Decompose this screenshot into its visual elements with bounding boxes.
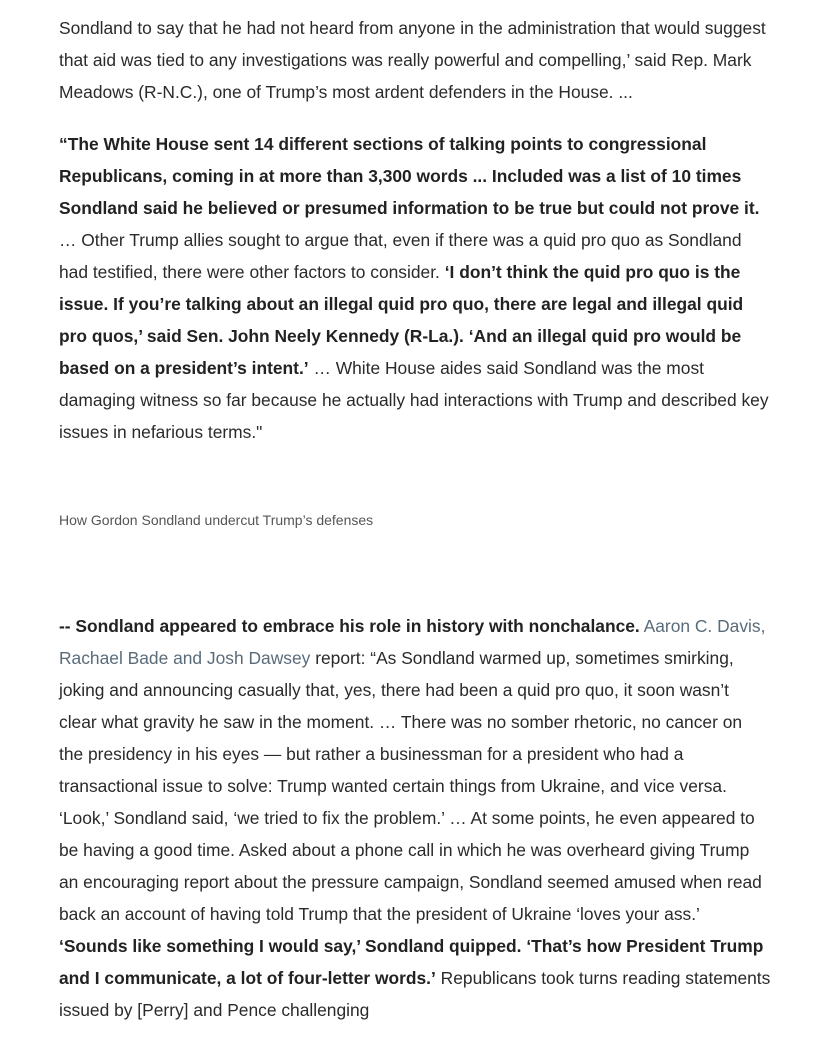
bold-sondland-quip: ‘Sounds like something I would say,’ Sondland quipped. ‘That’s how President Trump and I communicate, a lot of four-letter words.’ [59,936,764,988]
paragraph-meadows-quote [59,12,771,108]
video-caption: How Gordon Sondland undercut Trump’s defenses [59,512,374,528]
article-section-nonchalance [59,610,771,1026]
paragraph-text: … Other Trump allies sought to argue that, even if there was a quid pro quo as Sondland had testified, there were other factors to consider. [59,230,742,282]
paragraph-nonchalance [59,610,771,1026]
paragraph-talking-points [59,128,771,448]
paragraph-text: report: “As Sondland warmed up, sometimes smirking, joking and announcing casually that, yes, there had been a quid pro quo, it soon wasn’t clear what gravity he saw in the moment. … There was no somber rhetoric, no cancer on the presidency in his eyes — but rather a businessman for a president who had a transactional issue to solve: Trump wanted certain things from Ukraine, and vice versa. ‘Look,’ Sondland said, ‘we tried to fix the problem.’ … At some points, he even appeared to be having a good time. Asked about a phone call in which he was overheard giving Trump an encouraging report about the pressure campaign, Sondland seemed amused when read back an account of having told Trump that the president of Ukraine ‘loves your ass.’ [59,648,762,924]
author-link[interactable]: Aaron C. Davis, Rachael Bade and Josh Dawsey [59,616,766,668]
paragraph-text: … White House aides said Sondland was the most damaging witness so far because he actually had interactions with Trump and described key issues in nefarious terms." [59,358,769,442]
paragraph-text: Sondland to say that he had not heard from anyone in the administration that would suggest that aid was tied to any investigations was really powerful and compelling,’ said Rep. Mark Meadows (R-N.C.), one of Trump’s most ardent defenders in the House. ... [59,18,766,102]
bold-kennedy-quote: ‘I don’t think the quid pro quo is the issue. If you’re talking about an illegal quid pro quo, there are legal and illegal quid pro quos,’ said Sen. John Neely Kennedy (R-La.). ‘And an illegal quid pro would be based on a president’s intent.’ [59,262,744,378]
bold-talking-points-quote: “The White House sent 14 different sections of talking points to congressional Republicans, coming in at more than 3,300 words ... Included was a list of 10 times Sondland said he believed or presumed information to be true but could not prove it. [59,134,760,218]
article-body [59,12,771,448]
bold-section-lead: -- Sondland appeared to embrace his role in history with nonchalance. [59,616,640,636]
paragraph-text: Republicans took turns reading statements issued by [Perry] and Pence challenging [59,968,771,1020]
